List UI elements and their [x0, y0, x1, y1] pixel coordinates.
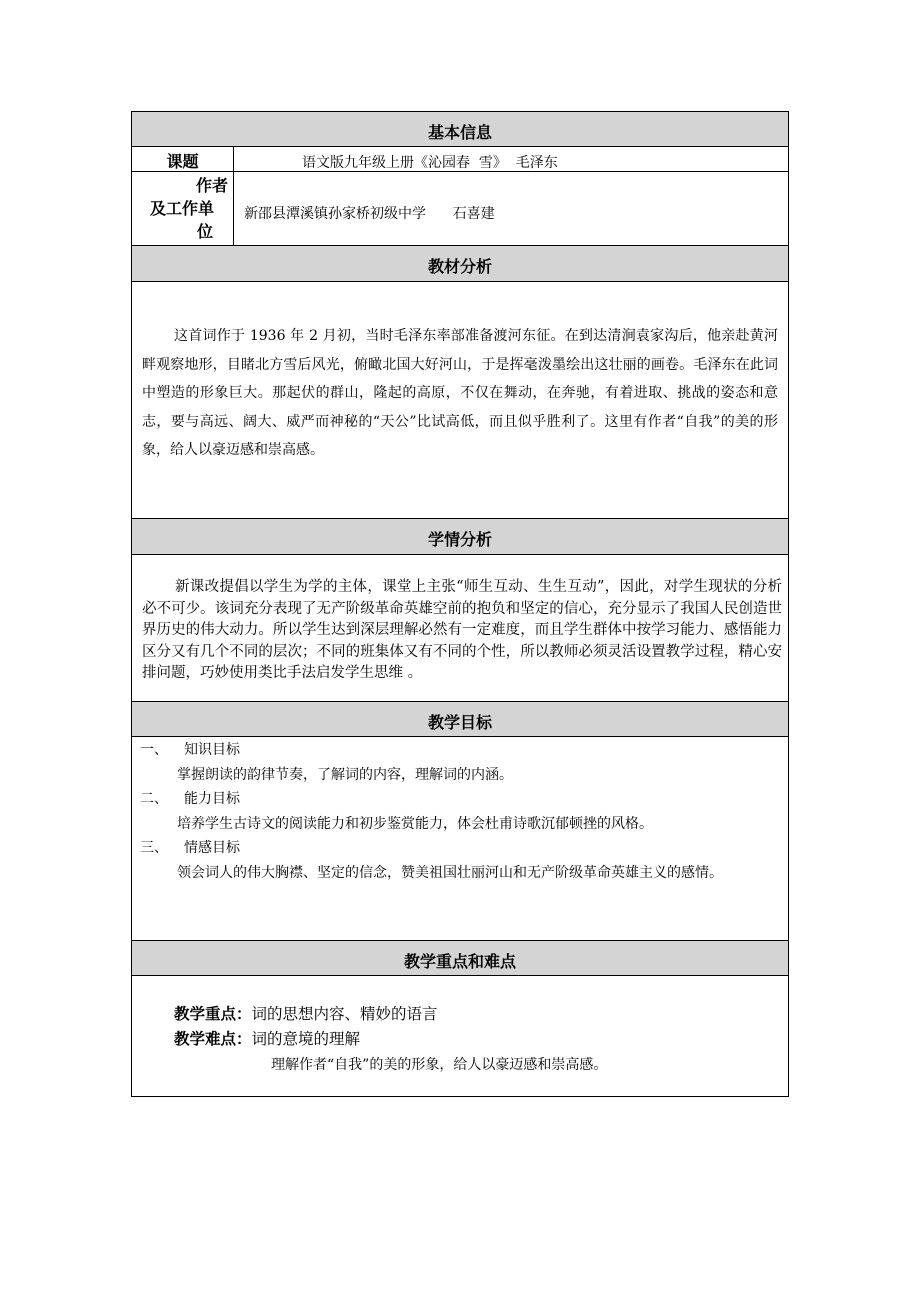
goal-description: 掌握朗读的韵律节奏，了解词的内容，理解词的内涵。: [177, 766, 513, 783]
material-analysis-text: 这首词作于 1936 年 2 月初，当时毛泽东率部准备渡河东征。在到达清涧袁家沟后，他亲赴黄河畔观察地形，目睹北方雪后风光，俯瞰北国大好河山，于是挥毫泼墨绘出这壮丽的画卷。毛泽东在此词中塑造的形象巨大。那起伏的群山，隆起的高原，不仅在舞动，在奔驰，有着进取、挑战的姿态和意志，要与高远、阔大、威严而神秘的“天公”比试高低，而且似乎胜利了。这里有作者“自我”的美的形象，给人以豪迈感和崇高感。: [142, 328, 778, 458]
author-label-line: 位: [196, 222, 213, 241]
key-points-note: 理解作者“自我”的美的形象，给人以豪迈感和崇高感。: [271, 1057, 608, 1073]
difficulty-row: [174, 1027, 360, 1049]
lesson-plan-table: [131, 111, 789, 1097]
goal-number: 三、: [140, 840, 168, 856]
student-analysis-text: 新课改提倡以学生为学的主体，课堂上主张“师生互动、生生互动”，因此，对学生现状的分析必不可少。该词充分表现了无产阶级革命英雄空前的抱负和坚定的信心，充分显示了我国人民创造世界历史的伟大动力。所以学生达到深层理解必然有一定难度，而且学生群体中按学习能力、感悟能力区分又有几个不同的层次；不同的班集体又有不同的个性，所以教师必须灵活设置教学过程，精心安排问题，巧妙使用类比手法启发学生思维 。: [142, 579, 782, 681]
goal-number: 二、: [140, 791, 168, 807]
section-header-students: 学情分析: [132, 518, 788, 555]
goal-description: 领会词人的伟大胸襟、坚定的信念，赞美祖国壮丽河山和无产阶级革命英雄主义的感情。: [177, 864, 723, 881]
author-label-line: 作者: [195, 176, 228, 195]
goal-number: 一、: [140, 742, 168, 758]
focus-value: 词的思想内容、精妙的语言: [251, 1005, 438, 1023]
goal-title: 能力目标: [184, 791, 240, 807]
goals-list: [140, 738, 780, 885]
goal-title: 情感目标: [184, 840, 240, 856]
topic-label: 课题: [166, 152, 199, 171]
topic-value: 语文版九年级上册《沁园春 雪》 毛泽东: [302, 155, 558, 171]
goal-item: [140, 836, 780, 861]
author-label-line: 及工作单: [150, 199, 215, 218]
goal-title: 知识目标: [184, 742, 240, 758]
section-header-material: 教材分析: [132, 245, 788, 282]
difficulty-label: 教学难点：: [174, 1030, 252, 1048]
author-value: 新邵县潭溪镇孙家桥初级中学 石喜建: [244, 206, 495, 222]
section-header-basic-info: 基本信息: [132, 112, 788, 147]
section-header-key-points: 教学重点和难点: [132, 940, 788, 976]
goal-description: 培养学生古诗文的阅读能力和初步鉴赏能力，体会杜甫诗歌沉郁顿挫的风格。: [177, 815, 653, 832]
difficulty-value: 词的意境的理解: [251, 1030, 361, 1048]
goal-item: [140, 738, 780, 763]
goal-item: [140, 787, 780, 812]
author-label: [132, 174, 262, 243]
section-header-goals: 教学目标: [132, 701, 788, 737]
focus-row: [174, 1002, 438, 1024]
focus-label: 教学重点：: [174, 1005, 252, 1023]
row-divider: [132, 171, 788, 172]
